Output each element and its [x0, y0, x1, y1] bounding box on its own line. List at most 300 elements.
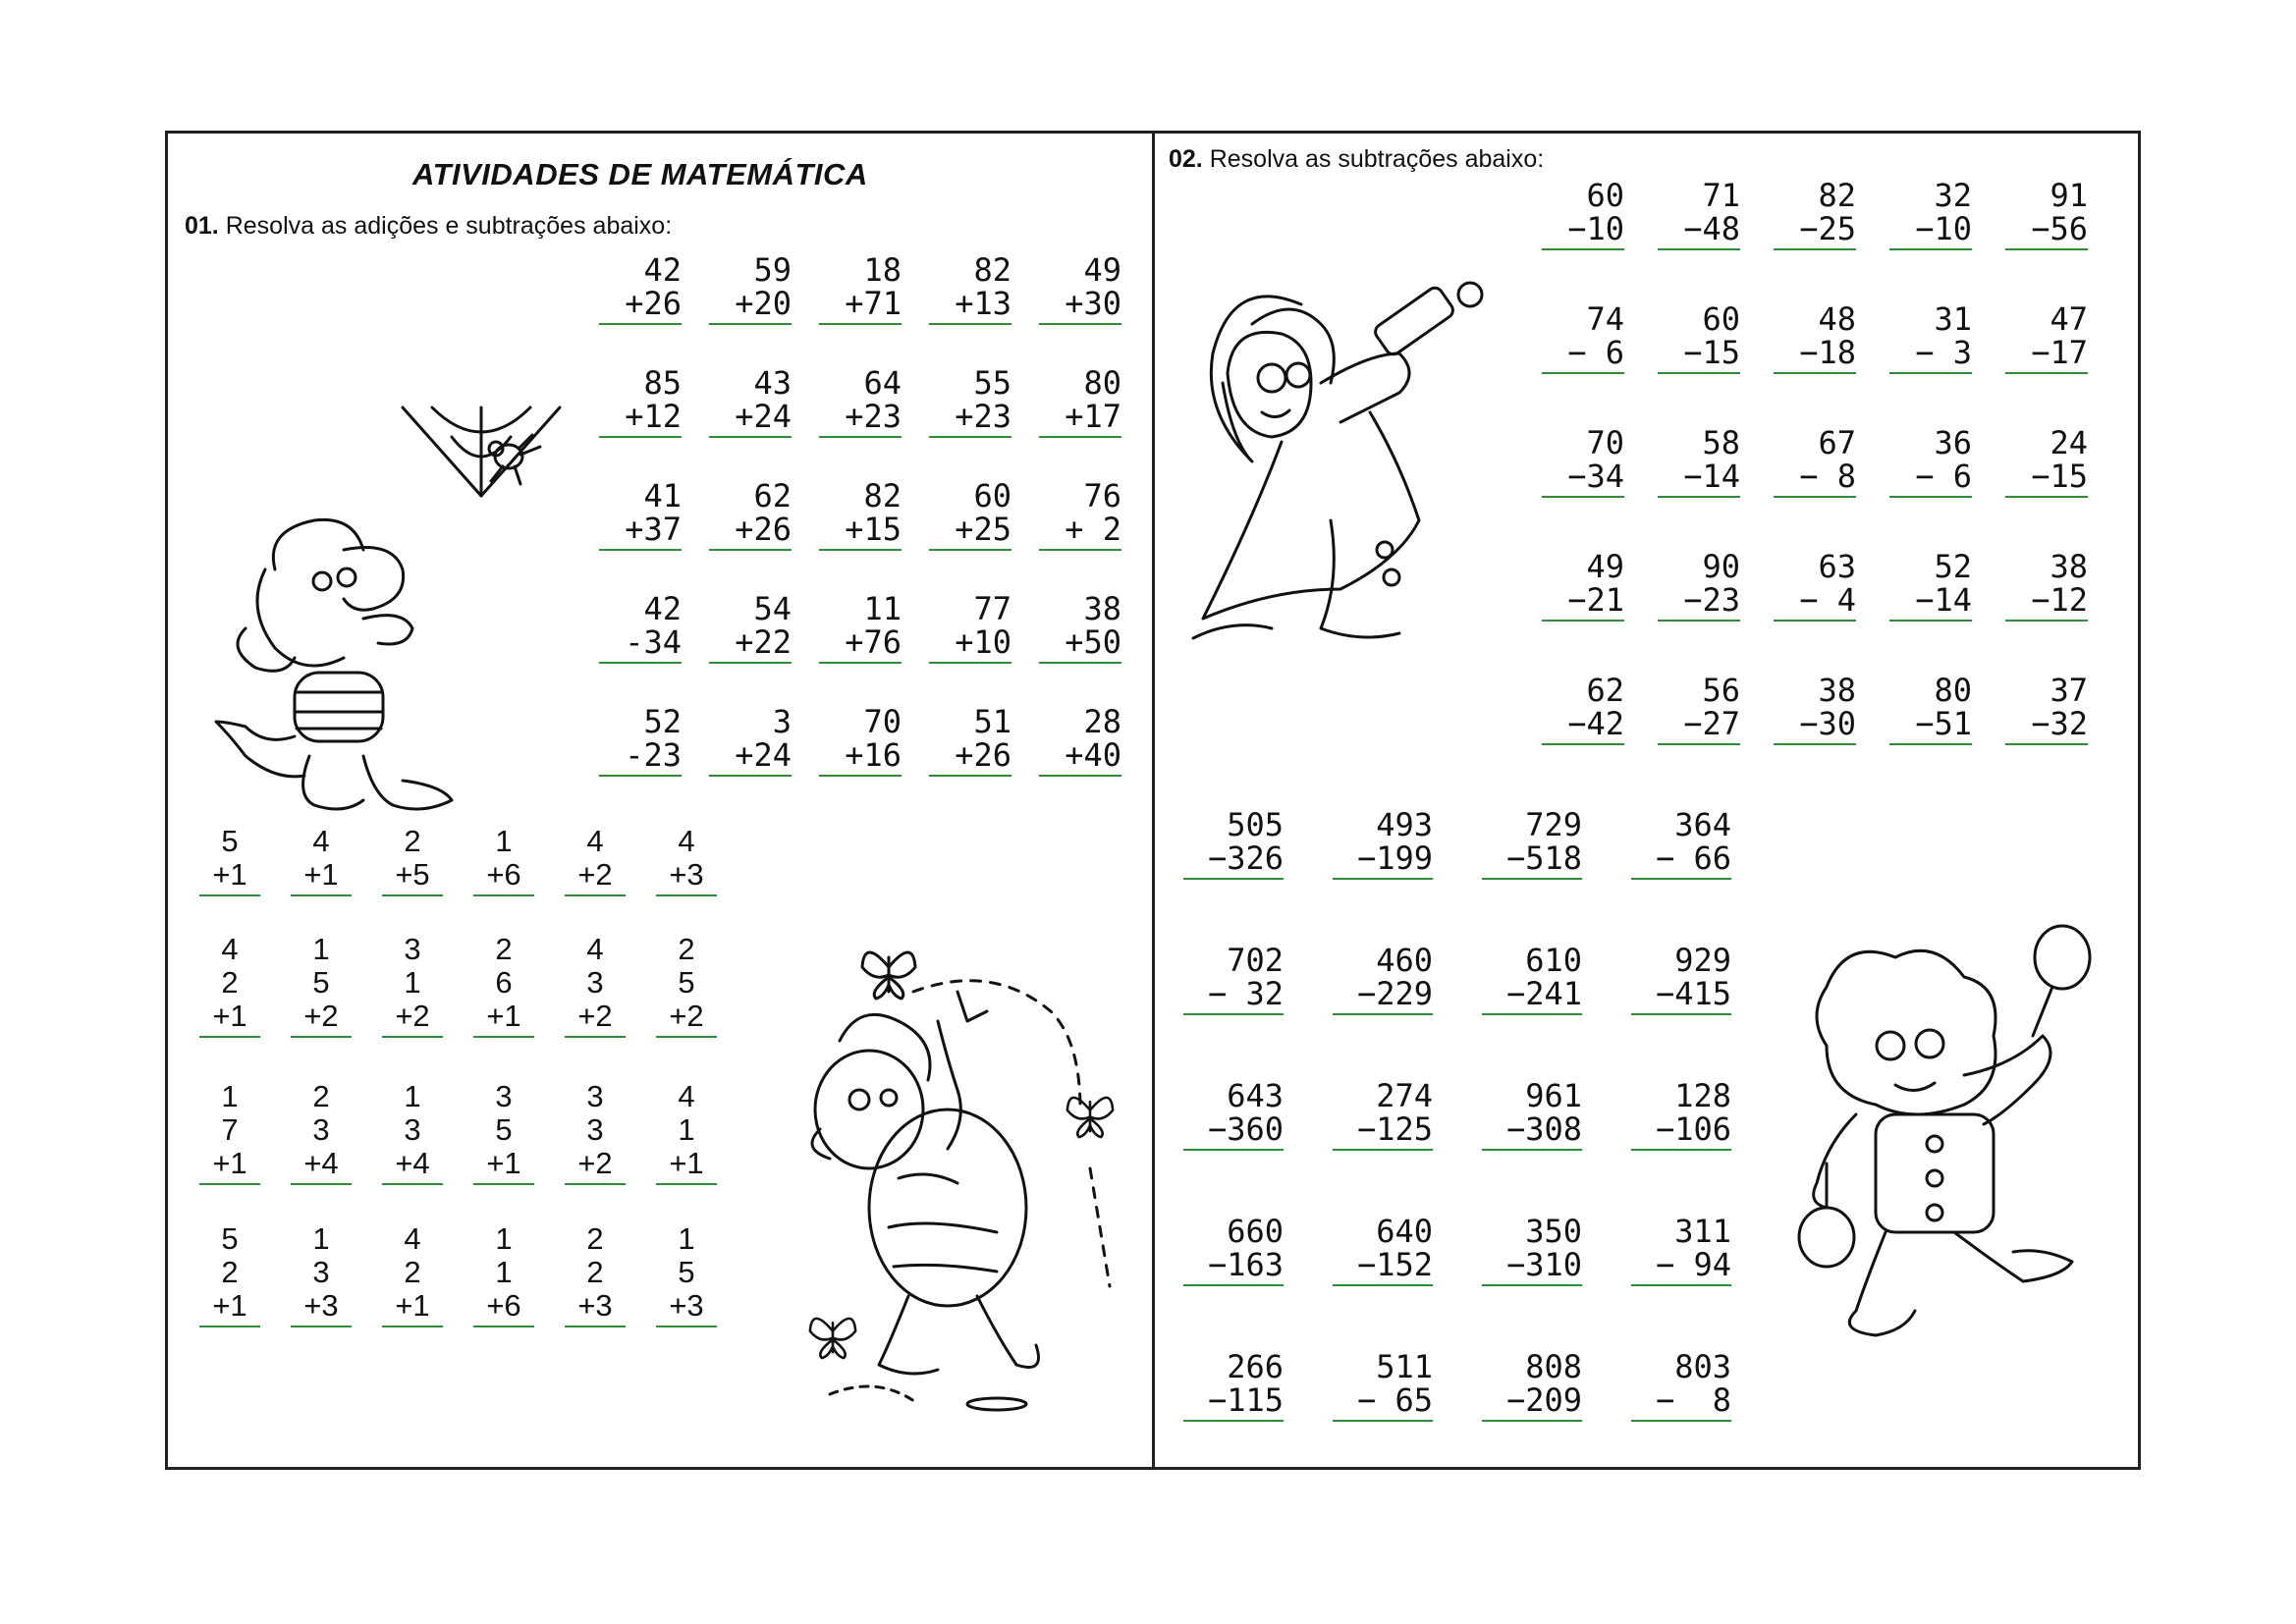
problem-operator-line: − 8	[1655, 1381, 1731, 1419]
answer-line	[656, 894, 717, 896]
answer-line	[929, 662, 1011, 664]
answer-line	[2005, 620, 2088, 622]
problem-number: 70	[1586, 424, 1624, 461]
problem-number: 808	[1525, 1348, 1582, 1385]
problem-operator-line: +1	[486, 999, 521, 1033]
math-problem	[709, 705, 792, 777]
answer-line	[1774, 496, 1856, 498]
math-problem	[1542, 550, 1624, 622]
math-problem	[709, 253, 792, 325]
answer-line	[1542, 496, 1624, 498]
math-problem	[599, 705, 682, 777]
problem-number: 1	[678, 1112, 695, 1147]
problem-number: 70	[863, 703, 902, 740]
problem-operator-line: -23	[625, 736, 682, 774]
answer-line	[2005, 496, 2088, 498]
problem-number: 74	[1586, 300, 1624, 338]
problem-number: 91	[2050, 177, 2088, 214]
problem-number: 5	[678, 1255, 695, 1289]
section1-number: 01.	[185, 212, 219, 240]
answer-line	[1542, 743, 1624, 745]
math-problem	[291, 825, 352, 896]
problem-number: 42	[643, 590, 682, 627]
problem-operator-line: +6	[486, 1288, 521, 1323]
math-problem	[1658, 674, 1740, 745]
answer-line	[1039, 775, 1121, 777]
problem-number: 1	[495, 1221, 513, 1256]
problem-number: 47	[2050, 300, 2088, 338]
answer-line	[1658, 743, 1740, 745]
problem-operator-line: −27	[1683, 705, 1740, 742]
math-problem	[929, 253, 1011, 325]
answer-line	[1482, 1149, 1582, 1151]
problem-operator-line: −360	[1207, 1110, 1284, 1148]
problem-operator-line: +22	[735, 623, 792, 661]
math-problem	[1183, 1350, 1284, 1422]
problem-number: 660	[1227, 1213, 1284, 1250]
problem-number: 85	[643, 364, 682, 402]
math-problem	[1774, 179, 1856, 250]
answer-line	[1889, 248, 1972, 250]
problem-number: 11	[863, 590, 902, 627]
problem-operator-line: −56	[2031, 210, 2088, 247]
problem-operator-line: +1	[212, 999, 247, 1033]
problem-number: 2	[586, 1255, 604, 1289]
problem-operator-line: +3	[303, 1288, 339, 1323]
math-problem	[1039, 366, 1121, 438]
answer-line	[382, 894, 443, 896]
math-problem	[1658, 550, 1740, 622]
answer-line	[599, 549, 682, 551]
problem-number: 55	[973, 364, 1011, 402]
problem-number: 62	[753, 477, 792, 514]
answer-line	[291, 894, 352, 896]
problem-number: 5	[221, 824, 239, 858]
problem-number: 28	[1083, 703, 1121, 740]
problem-operator-line: −125	[1356, 1110, 1433, 1148]
math-problem	[656, 1222, 717, 1327]
answer-line	[1482, 1420, 1582, 1422]
problem-operator-line: +1	[212, 1146, 247, 1180]
math-problem	[1631, 1079, 1731, 1151]
answer-line	[1482, 1284, 1582, 1286]
math-problem	[1631, 944, 1731, 1015]
problem-operator-line: − 32	[1207, 975, 1284, 1012]
answer-line	[1542, 248, 1624, 250]
math-problem	[1482, 1079, 1582, 1151]
problem-number: 803	[1674, 1348, 1731, 1385]
math-problem	[1774, 674, 1856, 745]
problem-operator-line: − 8	[1799, 458, 1856, 495]
problem-number: 1	[312, 932, 330, 966]
problem-operator-line: −199	[1356, 839, 1433, 877]
math-problem	[1542, 674, 1624, 745]
math-problem	[1333, 1215, 1433, 1286]
math-problem	[382, 825, 443, 896]
problem-number: 4	[678, 1079, 695, 1113]
answer-line	[1183, 1013, 1284, 1015]
problem-operator-line: +40	[1065, 736, 1121, 774]
crocodile-icon	[206, 511, 501, 825]
problem-operator-line: +1	[212, 857, 247, 892]
problem-number: 610	[1525, 942, 1582, 979]
math-problem	[1889, 550, 1972, 622]
problem-number: 31	[1934, 300, 1972, 338]
problem-number: 729	[1525, 806, 1582, 843]
problem-number: 460	[1376, 942, 1433, 979]
math-problem	[1482, 944, 1582, 1015]
problem-operator-line: −10	[1567, 210, 1624, 247]
answer-line	[473, 1183, 534, 1185]
problem-operator-line: − 94	[1655, 1246, 1731, 1283]
problem-operator-line: +37	[625, 511, 682, 548]
answer-line	[1183, 1420, 1284, 1422]
problem-number: 5	[678, 965, 695, 1000]
problem-operator-line: −23	[1683, 581, 1740, 619]
answer-line	[929, 436, 1011, 438]
problem-number: 2	[221, 965, 239, 1000]
answer-line	[291, 1326, 352, 1327]
problem-number: 5	[495, 1112, 513, 1147]
problem-operator-line: − 6	[1567, 334, 1624, 371]
problem-operator-line: −152	[1356, 1246, 1433, 1283]
problem-operator-line: +24	[735, 398, 792, 435]
problem-number: 82	[1818, 177, 1856, 214]
math-problem	[565, 933, 626, 1038]
answer-line	[291, 1183, 352, 1185]
answer-line	[709, 436, 792, 438]
math-problem	[1482, 808, 1582, 880]
problem-number: 49	[1586, 548, 1624, 585]
problem-operator-line: +2	[395, 999, 430, 1033]
problem-operator-line: −18	[1799, 334, 1856, 371]
problem-number: 24	[2050, 424, 2088, 461]
problem-number: 82	[973, 251, 1011, 289]
problem-number: 82	[863, 477, 902, 514]
problem-number: 311	[1674, 1213, 1731, 1250]
math-problem	[1482, 1215, 1582, 1286]
problem-number: 511	[1376, 1348, 1433, 1385]
math-problem	[929, 705, 1011, 777]
problem-operator-line: +2	[303, 999, 339, 1033]
section2-number: 02.	[1169, 145, 1203, 173]
problem-number: 1	[495, 824, 513, 858]
problem-operator-line: − 66	[1655, 839, 1731, 877]
answer-line	[1542, 620, 1624, 622]
answer-line	[565, 894, 626, 896]
section2-instruction-text: Resolva as subtrações abaixo:	[1209, 145, 1545, 173]
problem-number: 1	[495, 1255, 513, 1289]
answer-line	[656, 1326, 717, 1327]
answer-line	[1631, 1013, 1731, 1015]
problem-number: 49	[1083, 251, 1121, 289]
math-problem	[656, 825, 717, 896]
problem-number: 2	[221, 1255, 239, 1289]
math-problem	[1774, 550, 1856, 622]
problem-operator-line: +23	[955, 398, 1011, 435]
problem-number: 2	[495, 932, 513, 966]
problem-number: 3	[772, 703, 792, 740]
problem-operator-line: −241	[1505, 975, 1582, 1012]
math-problem	[819, 253, 902, 325]
math-problem	[1333, 1079, 1433, 1151]
math-problem	[1631, 1350, 1731, 1422]
math-problem	[599, 253, 682, 325]
answer-line	[1631, 1284, 1731, 1286]
problem-number: 3	[404, 932, 421, 966]
math-problem	[199, 1222, 260, 1327]
problem-number: 63	[1818, 548, 1856, 585]
problem-operator-line: +1	[669, 1146, 704, 1180]
problem-number: 3	[586, 1079, 604, 1113]
problem-number: 77	[973, 590, 1011, 627]
answer-line	[929, 323, 1011, 325]
answer-line	[1889, 743, 1972, 745]
problem-number: 4	[586, 824, 604, 858]
problem-operator-line: +2	[577, 1146, 613, 1180]
section1-instruction	[185, 212, 672, 241]
answer-line	[1889, 620, 1972, 622]
answer-line	[473, 1326, 534, 1327]
problem-number: 1	[221, 1079, 239, 1113]
answer-line	[1658, 496, 1740, 498]
math-problem	[709, 592, 792, 664]
answer-line	[1774, 743, 1856, 745]
math-problem	[929, 479, 1011, 551]
math-problem	[819, 366, 902, 438]
problem-operator-line: − 6	[1915, 458, 1972, 495]
answer-line	[199, 1036, 260, 1038]
math-problem	[1658, 426, 1740, 498]
answer-line	[1333, 1420, 1433, 1422]
problem-number: 76	[1083, 477, 1121, 514]
math-problem	[473, 825, 534, 896]
problem-operator-line: −15	[2031, 458, 2088, 495]
problem-number: 702	[1227, 942, 1284, 979]
answer-line	[656, 1183, 717, 1185]
problem-operator-line: +13	[955, 285, 1011, 322]
math-problem	[1333, 1350, 1433, 1422]
problem-operator-line: −12	[2031, 581, 2088, 619]
problem-operator-line: +24	[735, 736, 792, 774]
math-problem	[1658, 302, 1740, 374]
problem-number: 4	[586, 932, 604, 966]
math-problem	[929, 592, 1011, 664]
problem-operator-line: +76	[845, 623, 902, 661]
math-problem	[1774, 302, 1856, 374]
math-problem	[1039, 705, 1121, 777]
problem-operator-line: −14	[1915, 581, 1972, 619]
math-problem	[382, 1080, 443, 1185]
answer-line	[1631, 1149, 1731, 1151]
problem-number: 37	[2050, 672, 2088, 709]
problem-number: 67	[1818, 424, 1856, 461]
problem-number: 2	[586, 1221, 604, 1256]
problem-number: 54	[753, 590, 792, 627]
answer-line	[1889, 372, 1972, 374]
math-problem	[2005, 550, 2088, 622]
problem-operator-line: +4	[395, 1146, 430, 1180]
problem-operator-line: +1	[212, 1288, 247, 1323]
math-problem	[1542, 302, 1624, 374]
answer-line	[1658, 248, 1740, 250]
problem-operator-line: +6	[486, 857, 521, 892]
math-problem	[291, 933, 352, 1038]
answer-line	[1774, 620, 1856, 622]
problem-operator-line: +50	[1065, 623, 1121, 661]
problem-operator-line: -34	[625, 623, 682, 661]
math-problem	[382, 933, 443, 1038]
math-problem	[1333, 944, 1433, 1015]
problem-number: 52	[643, 703, 682, 740]
problem-operator-line: −326	[1207, 839, 1284, 877]
problem-operator-line: +2	[577, 999, 613, 1033]
math-problem	[473, 1222, 534, 1327]
answer-line	[473, 1036, 534, 1038]
answer-line	[565, 1326, 626, 1327]
spider-icon	[393, 398, 570, 506]
problem-number: 90	[1702, 548, 1740, 585]
math-problem	[1183, 1215, 1284, 1286]
answer-line	[819, 436, 902, 438]
math-problem	[1631, 808, 1731, 880]
problem-number: 1	[312, 1221, 330, 1256]
answer-line	[1039, 549, 1121, 551]
problem-operator-line: −32	[2031, 705, 2088, 742]
math-problem	[1039, 253, 1121, 325]
problem-number: 3	[495, 1079, 513, 1113]
problem-number: 4	[312, 824, 330, 858]
problem-number: 1	[404, 1079, 421, 1113]
answer-line	[1658, 372, 1740, 374]
math-problem	[565, 825, 626, 896]
math-problem	[1774, 426, 1856, 498]
problem-operator-line: +2	[669, 999, 704, 1033]
problem-operator-line: +3	[669, 1288, 704, 1323]
answer-line	[929, 775, 1011, 777]
wizard-icon	[1174, 265, 1507, 658]
problem-number: 36	[1934, 424, 1972, 461]
answer-line	[1039, 436, 1121, 438]
problem-number: 640	[1376, 1213, 1433, 1250]
problem-number: 51	[973, 703, 1011, 740]
math-problem	[473, 1080, 534, 1185]
problem-operator-line: −310	[1505, 1246, 1582, 1283]
problem-number: 5	[312, 965, 330, 1000]
math-problem	[599, 592, 682, 664]
problem-operator-line: +1	[395, 1288, 430, 1323]
problem-operator-line: +10	[955, 623, 1011, 661]
answer-line	[819, 662, 902, 664]
problem-number: 64	[863, 364, 902, 402]
answer-line	[1889, 496, 1972, 498]
answer-line	[199, 894, 260, 896]
problem-operator-line: − 3	[1915, 334, 1972, 371]
problem-number: 59	[753, 251, 792, 289]
answer-line	[1482, 1013, 1582, 1015]
problem-operator-line: +4	[303, 1146, 339, 1180]
problem-number: 80	[1934, 672, 1972, 709]
math-problem	[599, 479, 682, 551]
problem-number: 18	[863, 251, 902, 289]
problem-number: 60	[1586, 177, 1624, 214]
problem-operator-line: −10	[1915, 210, 1972, 247]
problem-number: 2	[312, 1079, 330, 1113]
problem-operator-line: +1	[486, 1146, 521, 1180]
math-problem	[199, 825, 260, 896]
problem-operator-line: +12	[625, 398, 682, 435]
maracas-kid-icon	[1768, 928, 2121, 1370]
problem-operator-line: +26	[735, 511, 792, 548]
problem-operator-line: +25	[955, 511, 1011, 548]
problem-number: 3	[312, 1112, 330, 1147]
problem-number: 505	[1227, 806, 1284, 843]
math-problem	[656, 933, 717, 1038]
answer-line	[1333, 1149, 1433, 1151]
problem-number: 1	[678, 1221, 695, 1256]
answer-line	[1631, 1420, 1731, 1422]
math-problem	[382, 1222, 443, 1327]
problem-operator-line: −209	[1505, 1381, 1582, 1419]
answer-line	[2005, 372, 2088, 374]
math-problem	[291, 1080, 352, 1185]
problem-operator-line: −48	[1683, 210, 1740, 247]
problem-number: 41	[643, 477, 682, 514]
answer-line	[291, 1036, 352, 1038]
problem-number: 643	[1227, 1077, 1284, 1114]
problem-number: 48	[1818, 300, 1856, 338]
page-title: ATIVIDADES DE MATEMÁTICA	[412, 157, 868, 191]
math-problem	[1542, 179, 1624, 250]
problem-number: 2	[404, 824, 421, 858]
problem-number: 364	[1674, 806, 1731, 843]
answer-line	[819, 775, 902, 777]
answer-line	[1333, 878, 1433, 880]
math-problem	[1183, 1079, 1284, 1151]
butterfly-icon	[803, 1306, 862, 1365]
answer-line	[1183, 1149, 1284, 1151]
problem-number: 961	[1525, 1077, 1582, 1114]
problem-number: 3	[586, 1112, 604, 1147]
problem-number: 493	[1376, 806, 1433, 843]
problem-operator-line: −34	[1567, 458, 1624, 495]
problem-operator-line: −21	[1567, 581, 1624, 619]
math-problem	[929, 366, 1011, 438]
page-divider	[1152, 131, 1155, 1470]
problem-operator-line: +26	[625, 285, 682, 322]
math-problem	[1183, 808, 1284, 880]
math-problem	[709, 479, 792, 551]
answer-line	[599, 775, 682, 777]
problem-operator-line: +30	[1065, 285, 1121, 322]
answer-line	[1774, 372, 1856, 374]
answer-line	[1183, 1284, 1284, 1286]
math-problem	[1631, 1215, 1731, 1286]
problem-operator-line: + 2	[1065, 511, 1121, 548]
math-problem	[2005, 674, 2088, 745]
problem-operator-line: +20	[735, 285, 792, 322]
answer-line	[199, 1326, 260, 1327]
problem-number: 128	[1674, 1077, 1731, 1114]
problem-operator-line: −15	[1683, 334, 1740, 371]
math-problem	[709, 366, 792, 438]
problem-operator-line: −51	[1915, 705, 1972, 742]
problem-number: 1	[404, 965, 421, 1000]
answer-line	[1039, 323, 1121, 325]
problem-number: 7	[221, 1112, 239, 1147]
problem-operator-line: −229	[1356, 975, 1433, 1012]
math-problem	[199, 933, 260, 1038]
